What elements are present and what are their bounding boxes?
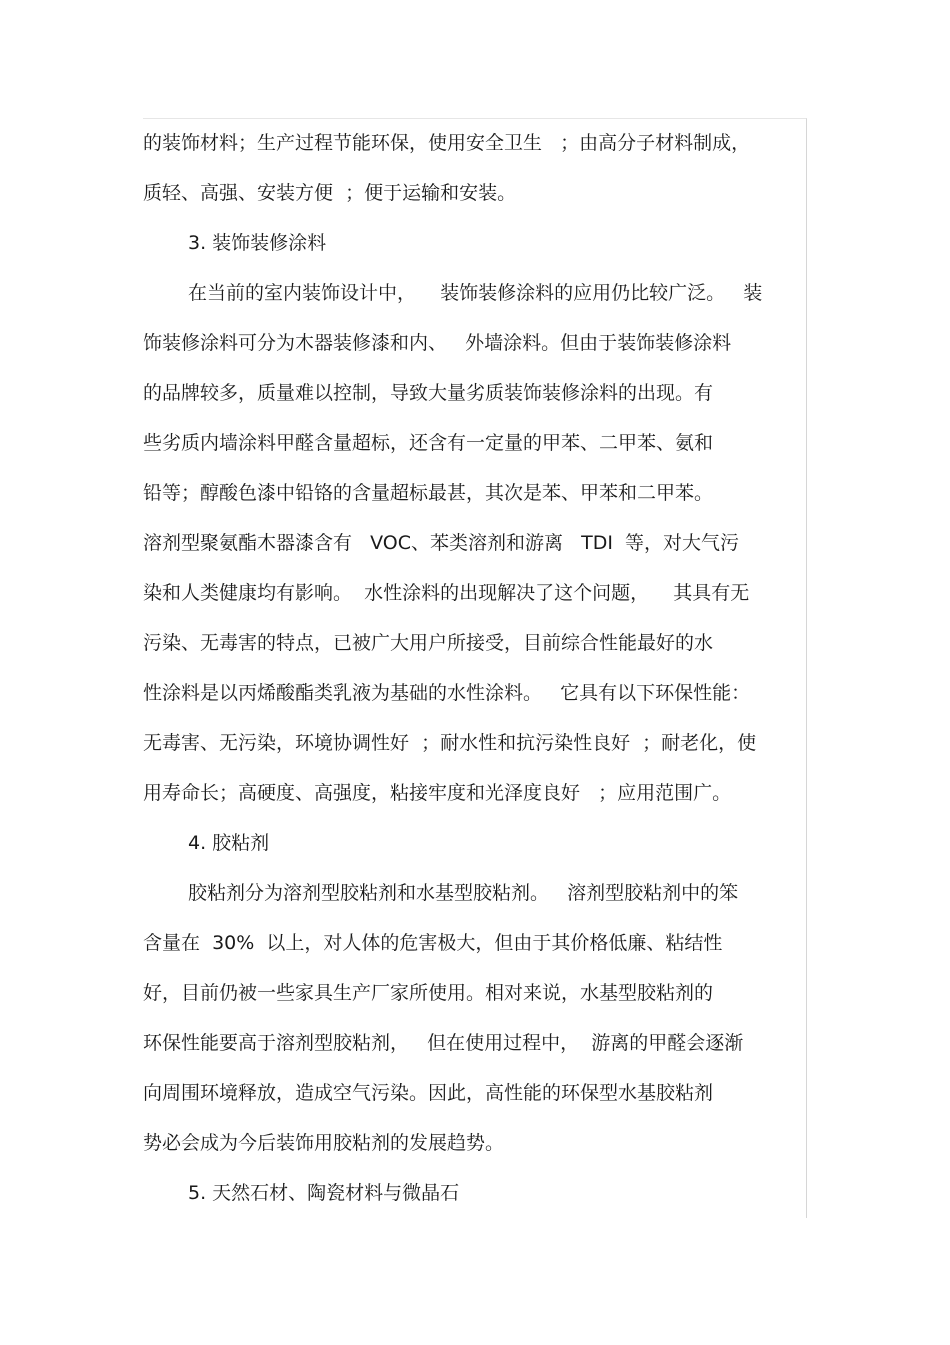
section-heading: 5. 天然石材、陶瓷材料与微晶石 — [188, 1182, 460, 1204]
document-body — [143, 118, 807, 1218]
paragraph-line: 用寿命长；高硬度、高强度，粘接牢度和光泽度良好 ；应用范围广。 — [143, 782, 732, 804]
paragraph-line: 胶粘剂分为溶剂型胶粘剂和水基型胶粘剂。 溶剂型胶粘剂中的笨 — [188, 882, 739, 904]
paragraph-line: 含量在 30% 以上，对人体的危害极大，但由于其价格低廉、粘结性 — [143, 932, 723, 954]
section-heading: 3. 装饰装修涂料 — [188, 232, 327, 254]
paragraph-line: 污染、无毒害的特点，已被广大用户所接受，目前综合性能最好的水 — [143, 632, 714, 654]
paragraph-line: 无毒害、无污染，环境协调性好 ；耐水性和抗污染性良好 ；耐老化，使 — [143, 732, 757, 754]
paragraph-line: 质轻、高强、安装方便 ；便于运输和安装。 — [143, 182, 517, 204]
paragraph-line: 在当前的室内装饰设计中， 装饰装修涂料的应用仍比较广泛。 装 — [188, 282, 763, 304]
paragraph-line: 饰装修涂料可分为木器装修漆和内、 外墙涂料。但由于装饰装修涂料 — [143, 332, 732, 354]
paragraph-line: 好，目前仍被一些家具生产厂家所使用。相对来说，水基型胶粘剂的 — [143, 982, 714, 1004]
paragraph-line: 性涂料是以丙烯酸酯类乳液为基础的水性涂料。 它具有以下环保性能： — [143, 682, 751, 704]
paragraph-line: 些劣质内墙涂料甲醛含量超标，还含有一定量的甲苯、二甲苯、氨和 — [143, 432, 714, 454]
paragraph-line: 的装饰材料；生产过程节能环保，使用安全卫生 ；由高分子材料制成， — [143, 132, 751, 154]
section-heading: 4. 胶粘剂 — [188, 832, 270, 854]
paragraph-line: 环保性能要高于溶剂型胶粘剂， 但在使用过程中， 游离的甲醛会逐渐 — [143, 1032, 744, 1054]
paragraph-line: 溶剂型聚氨酯木器漆含有 VOC、苯类溶剂和游离 TDI 等，对大气污 — [143, 532, 740, 554]
paragraph-line: 势必会成为今后装饰用胶粘剂的发展趋势。 — [143, 1132, 505, 1154]
paragraph-line: 的品牌较多，质量难以控制，导致大量劣质装饰装修涂料的出现。有 — [143, 382, 714, 404]
paragraph-line: 染和人类健康均有影响。 水性涂料的出现解决了这个问题， 其具有无 — [143, 582, 750, 604]
paragraph-line: 向周围环境释放，造成空气污染。因此，高性能的环保型水基胶粘剂 — [143, 1082, 714, 1104]
paragraph-line: 铅等；醇酸色漆中铅铬的含量超标最甚，其次是苯、甲苯和二甲苯。 — [143, 482, 714, 504]
